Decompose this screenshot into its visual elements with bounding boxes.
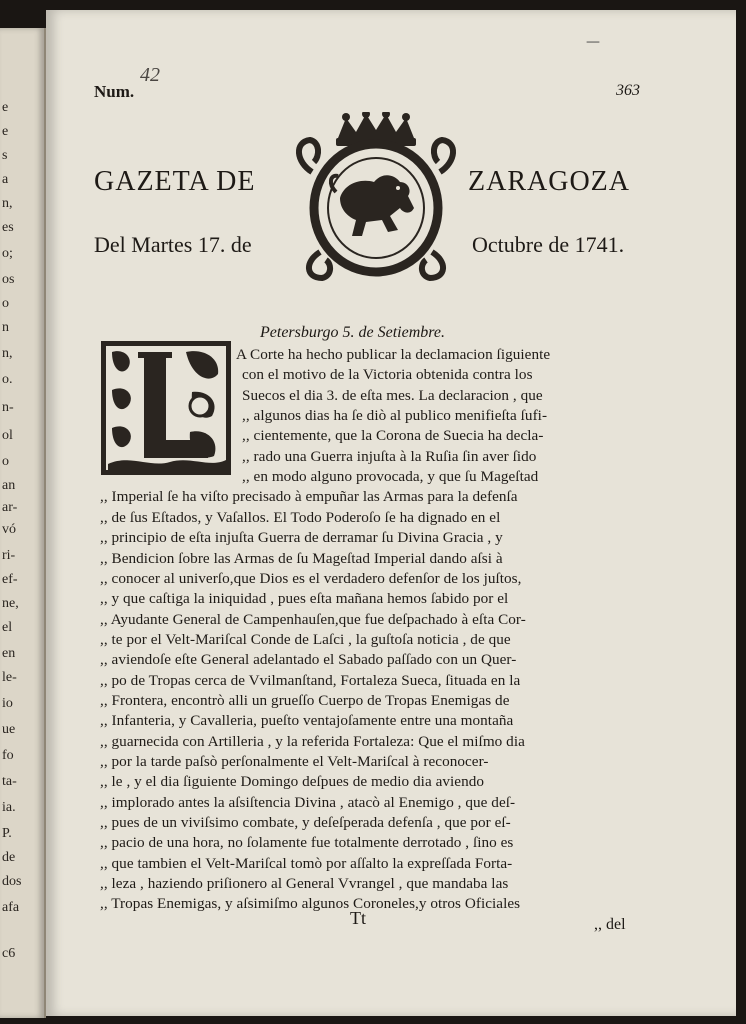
left-page-fragment: le- <box>2 670 17 685</box>
left-page-fragment: afa <box>2 900 20 915</box>
article-line: ,, en modo alguno provocada, y que ſu Mageſtad <box>242 468 539 486</box>
article-line: Suecos el dia 3. de eſta mes. La declaracion , que <box>242 386 543 404</box>
left-page-fragment: P. <box>2 826 12 841</box>
article-line: ,, por la tarde paſsò perſonalmente el Velt-Mariſcal à reconocer- <box>100 753 489 770</box>
article-line: ,, te por el Velt-Mariſcal Conde de Laſci , la guſtoſa noticia , de que <box>100 630 511 648</box>
issue-date-left: Del Martes 17. de <box>94 232 252 257</box>
article-line: ,, algunos dias ha ſe diò al publico menifieſta ſufi- <box>242 407 548 425</box>
left-page-fragment: n <box>2 320 9 335</box>
left-page-fragment: ar- <box>2 500 18 515</box>
left-page-fragment: o. <box>2 372 13 387</box>
left-page-fragment: o <box>2 454 9 469</box>
article-line: ,, Ayudante General de Campenhauſen,que fue deſpachado à eſta Cor- <box>100 610 526 628</box>
left-page-fragment: n- <box>2 400 14 415</box>
article-line: ,, Bendicion ſobre las Armas de ſu Mageſtad Imperial dando aſsi à <box>100 549 503 567</box>
left-page-fragment: ia. <box>2 800 16 815</box>
pen-mark: — <box>586 34 600 50</box>
left-page-fragment: a <box>2 172 9 187</box>
left-page-fragment: o; <box>2 246 13 261</box>
catchword: ,, del <box>594 916 626 933</box>
article-line: ,, implorado antes la aſsiſtencia Divina , atacò al Enemigo , que deſ- <box>100 793 516 811</box>
left-page-fragment: n, <box>2 196 13 211</box>
article-line: ,, leza , haziendo priſionero al General Vvrangel , que mandaba las <box>100 875 509 893</box>
left-page-fragment: ri- <box>2 548 16 563</box>
ornamental-initial-l-icon <box>100 340 232 476</box>
left-page-fragment: io <box>2 696 13 711</box>
left-page-fragment: s <box>2 148 8 163</box>
article-line: ,, de ſus Eſtados, y Vaſallos. El Todo Poderoſo ſe ha dignado en el <box>100 508 501 526</box>
article-line: ,, principio de eſta injuſta Guerra de derramar ſu Divina Gracia , y <box>100 529 503 547</box>
article-line: ,, aviendoſe eſte General adelantado el Sabado paſſado con un Quer- <box>100 651 517 669</box>
left-page-fragment: n, <box>2 346 13 361</box>
article-line: ,, Tropas Enemigas, y aſsimiſmo algunos Coroneles,y otros Oficiales <box>100 895 521 913</box>
left-page-fragment: os <box>2 272 15 287</box>
article-line: con el motivo de la Victoria obtenida contra los <box>242 366 533 384</box>
left-page-fragment: o <box>2 296 9 311</box>
left-page-fragment: ne, <box>2 596 19 611</box>
issue-number-handwritten: 42 <box>140 64 160 86</box>
article-line: A Corte ha hecho publicar la declamacion ſiguiente <box>236 346 551 363</box>
masthead-title-right: ZARAGOZA <box>468 166 630 197</box>
left-page-fragment: dos <box>2 874 22 889</box>
left-page-fragment: c6 <box>2 946 16 961</box>
article-line: ,, Imperial ſe ha viſto precisado à empuñar las Armas para la defenſa <box>100 488 518 506</box>
issue-number-label: Num. <box>94 82 135 101</box>
masthead-title-left: GAZETA DE <box>94 166 256 197</box>
left-page-fragment: ue <box>2 722 16 737</box>
article-line: ,, guarnecida con Artilleria , y la referida Fortaleza: Que el miſmo dia <box>100 732 525 750</box>
article-line: ,, que tambien el Velt-Mariſcal tomò por aſſalto la expreſſada Forta- <box>100 854 513 872</box>
left-page-fragment: en <box>2 646 16 661</box>
article-line: ,, pacio de una hora, no ſolamente fue totalmente derrotado , ſino es <box>100 834 514 852</box>
left-page-fragment: an <box>2 478 16 493</box>
article-line: ,, Infanteria, y Cavalleria, pueſto ventajoſamente entre una montaña <box>100 712 514 730</box>
left-page-fragment: el <box>2 620 13 635</box>
gazette-page <box>46 10 736 1016</box>
left-page-edge <box>0 28 46 1018</box>
left-page-fragment: vó <box>2 522 16 537</box>
left-page-fragment: ol <box>2 428 13 443</box>
page-number: 363 <box>616 82 640 99</box>
left-page-fragment: ef- <box>2 572 18 587</box>
left-page-fragment: e <box>2 124 9 139</box>
article-line: ,, pues de un viviſsimo combate, y deſeſperada defenſa , que por eſ- <box>100 814 511 832</box>
article-dateline: Petersburgo 5. de Setiembre. <box>260 324 445 341</box>
left-page-fragment: fo <box>2 748 14 763</box>
article-line: ,, cientemente, que la Corona de Suecia ha decla- <box>242 427 544 445</box>
signature-mark: Tt <box>350 908 366 928</box>
zaragoza-lion-crest-icon <box>290 112 462 284</box>
article-line: ,, y que caſtiga la iniquidad , pues eſta mañana hemos ſabido por el <box>100 590 509 608</box>
article-line: ,, po de Tropas cerca de Vvilmanſtand, Fortaleza Sueca, ſituada en la <box>100 671 521 689</box>
issue-date-right: Octubre de 1741. <box>472 232 625 257</box>
article-line: ,, Frontera, encontrò alli un grueſſo Cuerpo de Tropas Enemigas de <box>100 691 510 709</box>
article-line: ,, conocer al univerſo,que Dios es el verdadero defenſor de los juſtos, <box>100 569 522 587</box>
left-page-fragment: e <box>2 100 9 115</box>
left-page-fragment: de <box>2 850 16 865</box>
article-line: ,, le , y el dia ſiguiente Domingo deſpues de medio dia aviendo <box>100 773 485 791</box>
left-page-fragment: es <box>2 220 14 235</box>
article-line: ,, rado una Guerra injuſta à la Ruſia ſin aver ſido <box>242 447 537 465</box>
left-page-fragment: ta- <box>2 774 17 789</box>
